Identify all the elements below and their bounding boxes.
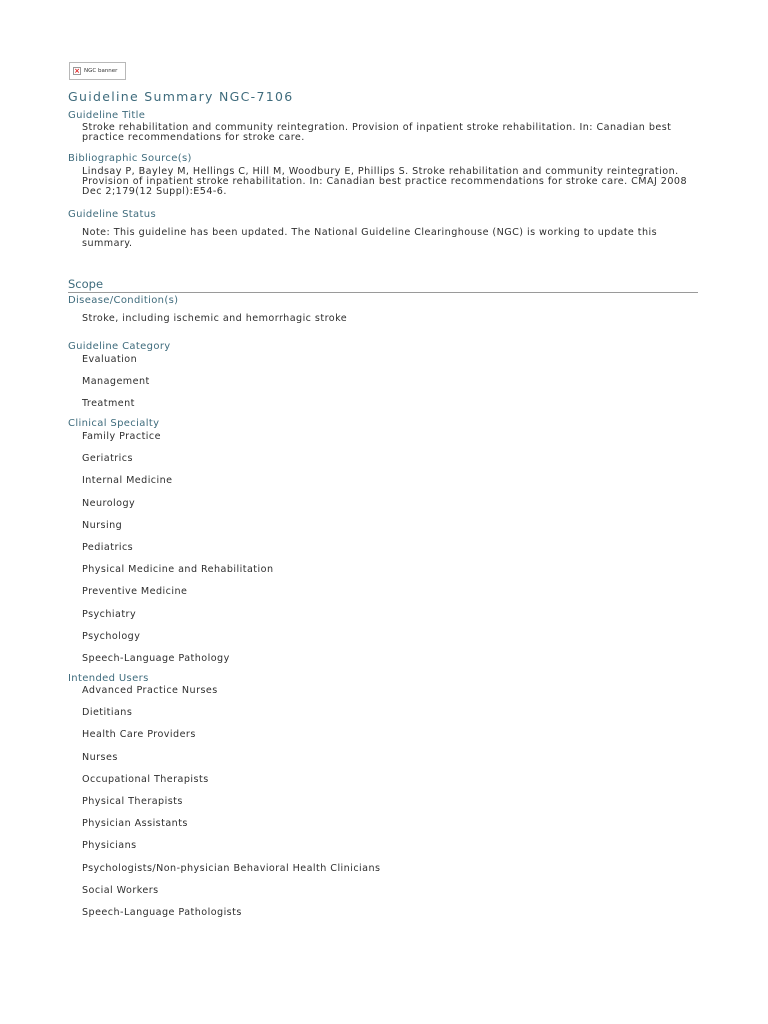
list-item: Physical Therapists (82, 795, 183, 807)
list-item: Psychologists/Non-physician Behavioral Health Clinicians (82, 862, 381, 874)
list-item: Family Practice (82, 431, 161, 442)
list-item: Treatment (82, 398, 135, 410)
list-item: Advanced Practice Nurses (82, 685, 218, 696)
bibliographic-source-line-1: Lindsay P, Bayley M, Hellings C, Hill M, Woodbury E, Phillips S. Stroke rehabilitation and community reintegration. (82, 166, 679, 177)
list-item: Physicians (82, 840, 137, 852)
clinical-specialty-heading: Clinical Specialty (68, 418, 160, 429)
page-title: Guideline Summary NGC-7106 (68, 89, 294, 104)
list-item: Social Workers (82, 884, 159, 896)
disease-condition-heading: Disease/Condition(s) (68, 295, 179, 306)
list-item: Psychology (82, 630, 141, 642)
guideline-status-line-2: summary. (82, 238, 133, 249)
guideline-category-heading: Guideline Category (68, 341, 171, 352)
guideline-category-list (82, 354, 150, 421)
list-item: Psychiatry (82, 608, 137, 620)
bibliographic-source-line-2: Provision of inpatient stroke rehabilitation. In: Canadian best practice recommendations for stroke care. CMAJ 2008 (82, 176, 688, 187)
scope-heading: Scope (68, 277, 698, 293)
guideline-status-line-1: Note: This guideline has been updated. The National Guideline Clearinghouse (NGC) is working to update this (82, 227, 658, 238)
intended-users-list (82, 685, 380, 929)
bibliographic-source-line-3: Dec 2;179(12 Suppl):E54-6. (82, 186, 227, 197)
bibliographic-source-heading: Bibliographic Source(s) (68, 153, 192, 164)
list-item: Neurology (82, 497, 136, 509)
guideline-title-line-1: Stroke rehabilitation and community reintegration. Provision of inpatient stroke rehabilitation. In: Canadian best (82, 122, 672, 133)
broken-image-icon: × (74, 67, 80, 75)
ngc-banner-image (69, 62, 126, 80)
guideline-title-heading: Guideline Title (68, 110, 146, 121)
list-item: Geriatrics (82, 453, 133, 465)
list-item: Physical Medicine and Rehabilitation (82, 564, 274, 576)
list-item: Physician Assistants (82, 818, 188, 830)
list-item: Health Care Providers (82, 729, 196, 741)
list-item: Nurses (82, 751, 118, 763)
list-item: Speech-Language Pathology (82, 652, 230, 664)
disease-condition-text: Stroke, including ischemic and hemorrhagic stroke (82, 313, 348, 324)
list-item: Evaluation (82, 354, 138, 365)
list-item: Internal Medicine (82, 475, 173, 487)
list-item: Speech-Language Pathologists (82, 906, 242, 918)
list-item: Pediatrics (82, 541, 134, 553)
guideline-title-line-2: practice recommendations for stroke care. (82, 132, 305, 143)
banner-alt-text: NGC banner (84, 68, 118, 74)
list-item: Dietitians (82, 707, 133, 719)
clinical-specialty-list (82, 431, 273, 675)
list-item: Management (82, 376, 150, 388)
intended-users-heading: Intended Users (68, 673, 149, 684)
guideline-status-heading: Guideline Status (68, 209, 157, 220)
list-item: Preventive Medicine (82, 586, 188, 598)
list-item: Occupational Therapists (82, 773, 209, 785)
list-item: Nursing (82, 519, 123, 531)
